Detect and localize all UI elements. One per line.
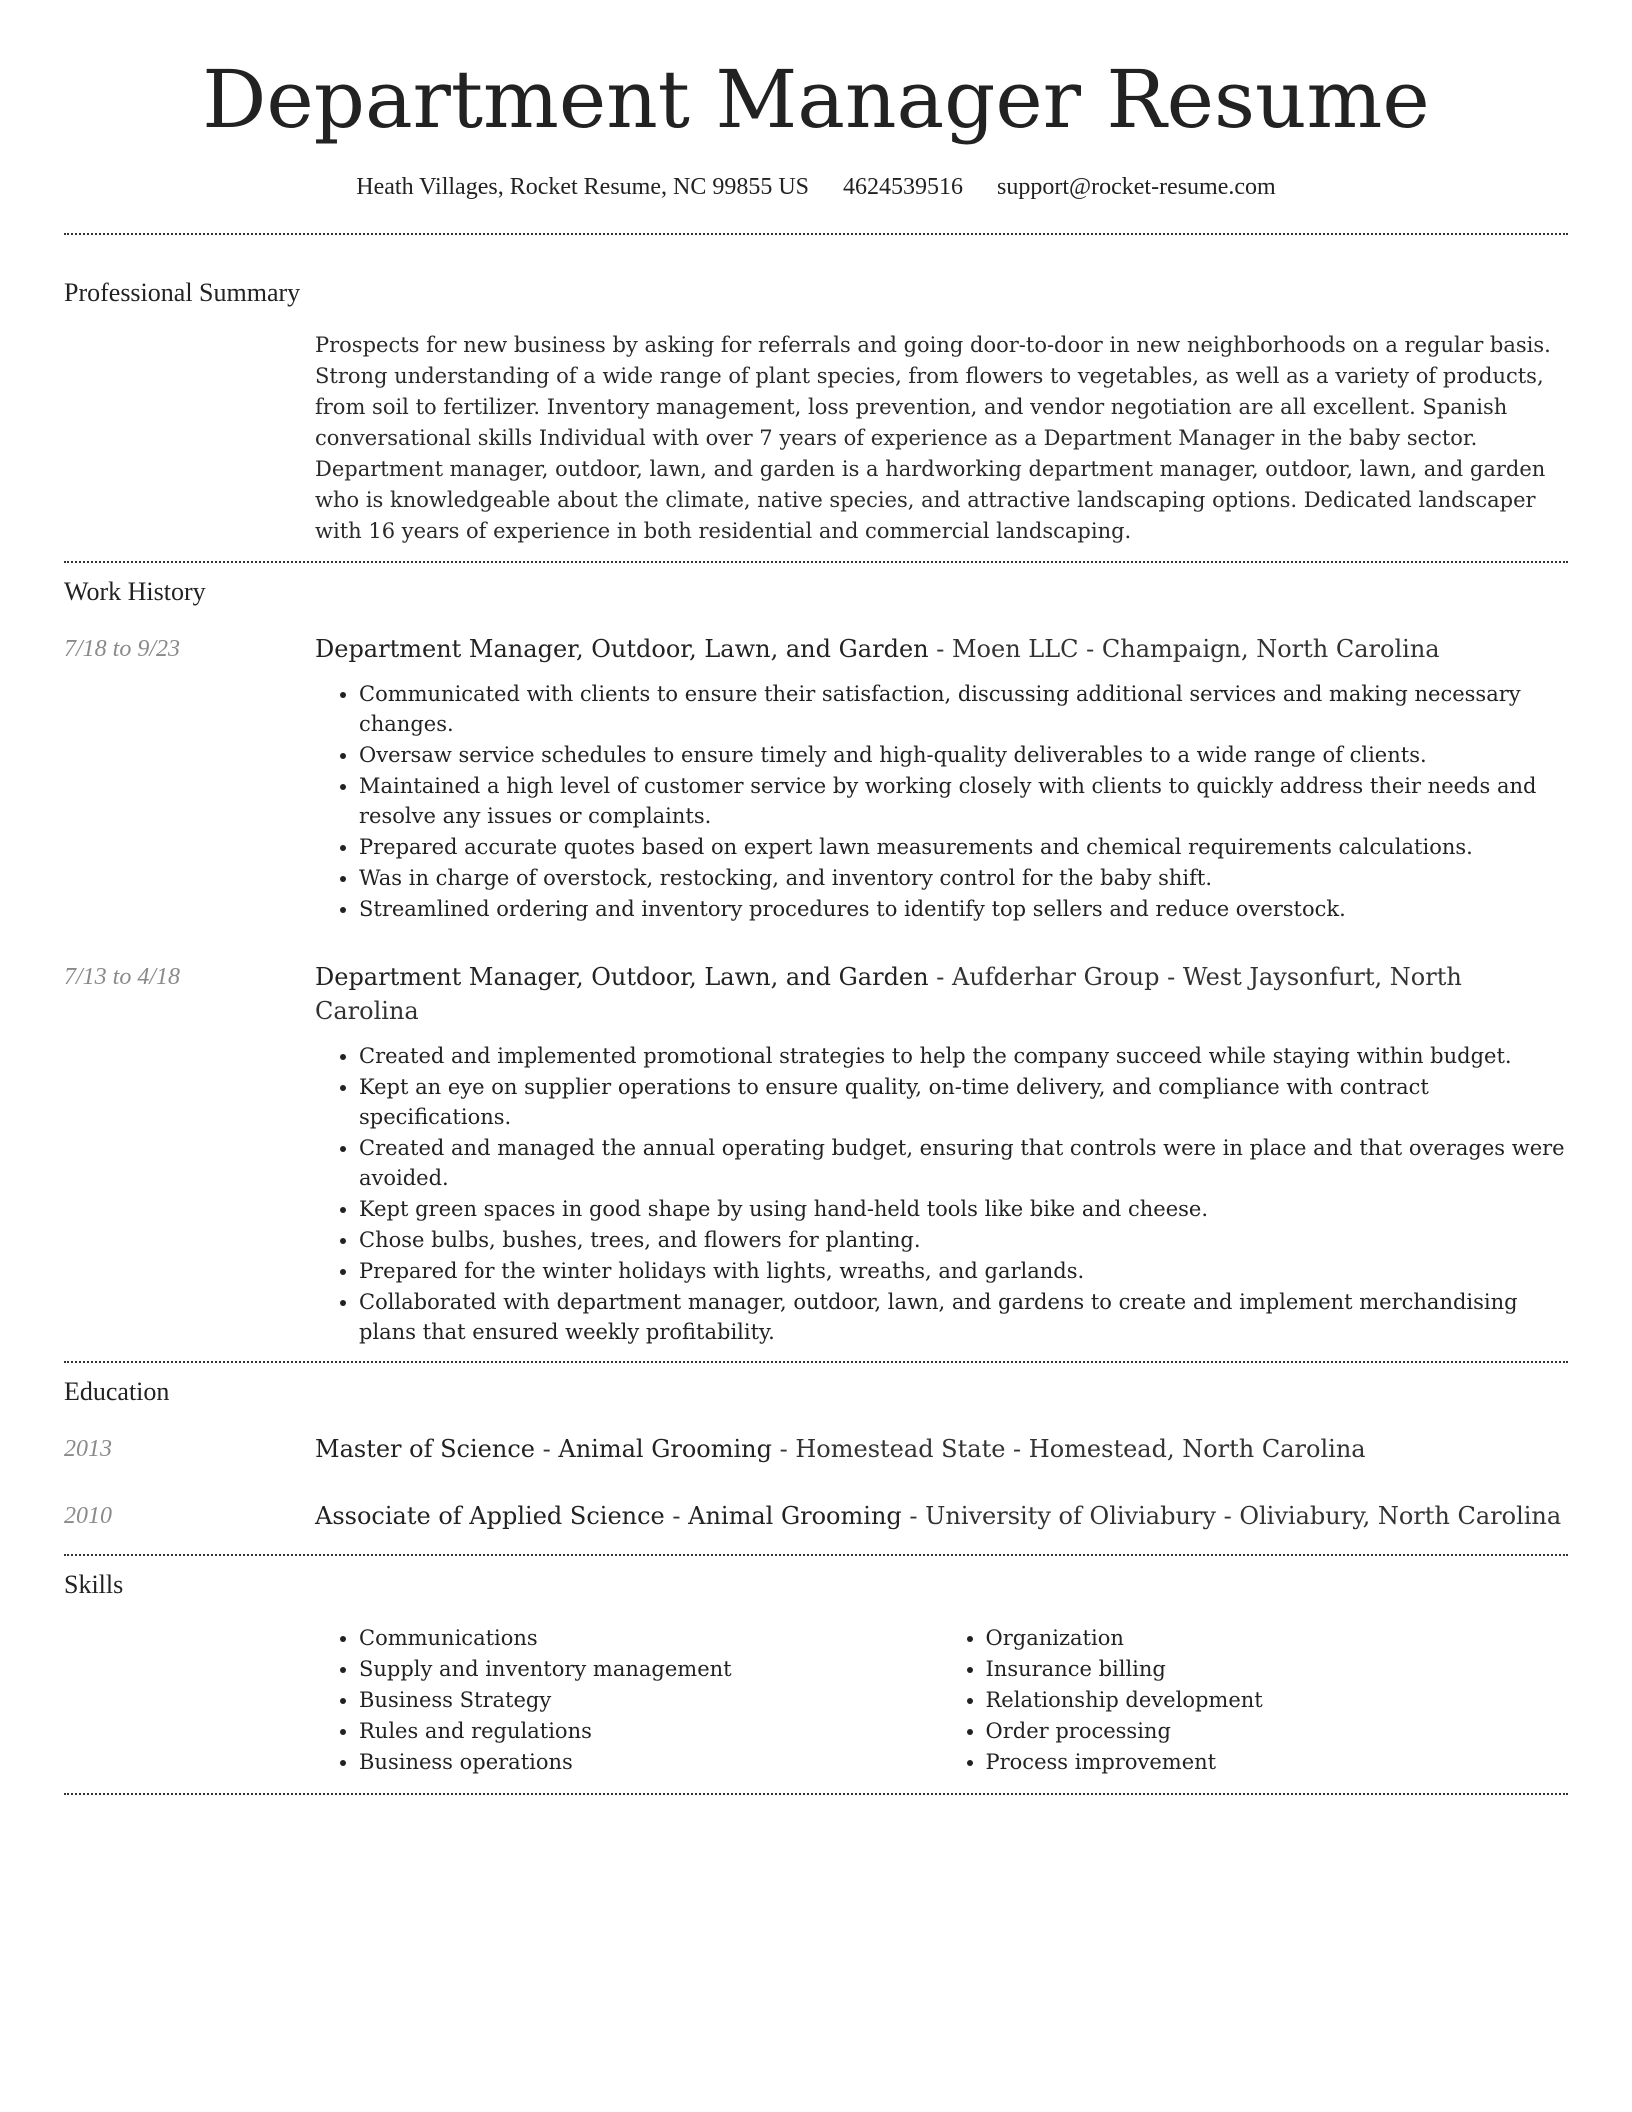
separator: - [1215,1502,1240,1530]
education-section [64,1375,1568,1533]
job-heading [315,632,1568,666]
list-item: • Chose bulbs, bushes, trees, and flowers for planting. [359,1225,1568,1255]
summary-section [64,276,1568,547]
separator: - [928,963,952,991]
list-item: • Process improvement [986,1747,1569,1777]
education-year: 2010 [64,1503,112,1529]
list-item: • Prepared for the winter holidays with lights, wreaths, and garlands. [359,1256,1568,1286]
divider [64,561,1568,563]
contact-phone: 4624539516 [843,174,964,200]
education-school: Homestead State [795,1435,1006,1463]
job-location: West Jaysonfurt, North Carolina [315,963,1462,1025]
list-item: • Communications [359,1623,942,1653]
skills-list-left [315,1623,942,1778]
contact-address: Heath Villages, Rocket Resume, NC 99855 US [356,174,810,200]
list-item: • Created and managed the annual operating budget, ensuring that controls were in place and that overages were avoided. [359,1133,1568,1193]
skills-list-right [942,1623,1569,1778]
list-item: • Rules and regulations [359,1716,942,1746]
education-heading-line [315,1432,1568,1466]
page-title: Department Manager Resume [202,53,1430,146]
list-item: • Collaborated with department manager, outdoor, lawn, and gardens to create and implement merchandising plans that ensured weekly profitability. [359,1287,1568,1347]
divider [64,1793,1568,1795]
education-heading: Education [64,1377,170,1406]
job-title: Department Manager, Outdoor, Lawn, and Garden [315,963,929,991]
list-item: • Prepared accurate quotes based on expert lawn measurements and chemical requirements calculations. [359,832,1568,862]
separator: - [1005,1435,1029,1463]
job-entry [64,960,1568,1347]
list-item: • Was in charge of overstock, restocking, and inventory control for the baby shift. [359,863,1568,893]
education-year: 2013 [64,1436,112,1462]
divider [64,1554,1568,1556]
job-bullets [315,1041,1568,1347]
summary-heading: Professional Summary [64,278,301,307]
list-item: • Oversaw service schedules to ensure timely and high-quality deliverables to a wide range of clients. [359,740,1568,770]
contact-line [64,170,1568,204]
list-item: • Kept an eye on supplier operations to ensure quality, on-time delivery, and compliance with contract specifications. [359,1072,1568,1132]
divider [64,1361,1568,1363]
skills-columns [315,1623,1568,1778]
list-item: • Insurance billing [986,1654,1569,1684]
skills-section [64,1568,1568,1778]
job-dates: 7/18 to 9/23 [64,636,181,662]
job-title: Department Manager, Outdoor, Lawn, and Garden [315,635,929,663]
separator: - [664,1502,689,1530]
list-item: • Kept green spaces in good shape by using hand-held tools like bike and cheese. [359,1194,1568,1224]
contact-email: support@rocket-resume.com [997,174,1276,200]
education-heading-line [315,1499,1568,1533]
job-entry [64,632,1568,924]
list-item: • Order processing [986,1716,1569,1746]
job-heading [315,960,1568,1028]
list-item: • Business Strategy [359,1685,942,1715]
list-item: • Created and implemented promotional strategies to help the company succeed while staying within budget. [359,1041,1568,1071]
separator: - [901,1502,926,1530]
list-item: • Organization [986,1623,1569,1653]
education-location: Homestead, North Carolina [1028,1435,1366,1463]
list-item: • Streamlined ordering and inventory procedures to identify top sellers and reduce overstock. [359,894,1568,924]
work-history-heading: Work History [64,577,206,606]
list-item: • Relationship development [986,1685,1569,1715]
separator: - [928,635,952,663]
job-dates: 7/13 to 4/18 [64,964,181,990]
separator: - [1159,963,1183,991]
job-bullets [315,679,1568,924]
education-entry [64,1499,1568,1533]
list-item: • Communicated with clients to ensure their satisfaction, discussing additional services and making necessary changes. [359,679,1568,739]
separator: - [772,1435,796,1463]
skills-heading: Skills [64,1570,124,1599]
job-location: Champaign, North Carolina [1101,635,1440,663]
resume-page [64,0,1568,1795]
list-item: • Supply and inventory management [359,1654,942,1684]
summary-text: Prospects for new business by asking for referrals and going door-to-door in new neighborhoods on a regular basis. Strong understanding of a wide range of plant species, from flowers to vegetables, as well as a variety of products, from soil to fertilizer. Inventory management, loss prevention, and vendor negotiation are all excellent. Spanish conversational skills Individual with over 7 years of experience as a Department Manager in the baby sector. Department manager, outdoor, lawn, and garden is a hardworking department manager, outdoor, lawn, and garden who is knowledgeable about the climate, native species, and attractive landscaping options. Dedicated landscaper with 16 years of experience in both residential and commercial landscaping. [315,333,1551,543]
education-location: Oliviabury, North Carolina [1239,1502,1562,1530]
education-degree: Master of Science [315,1435,535,1463]
list-item: • Business operations [359,1747,942,1777]
education-degree: Associate of Applied Science [315,1502,665,1530]
work-history-section [64,575,1568,1347]
job-company: Aufderhar Group [951,963,1160,991]
education-field: Animal Grooming [558,1435,772,1463]
divider [64,233,1568,235]
education-entry [64,1432,1568,1466]
education-field: Animal Grooming [688,1502,902,1530]
separator: - [534,1435,559,1463]
education-school: University of Oliviabury [925,1502,1216,1530]
separator: - [1078,635,1102,663]
list-item: • Maintained a high level of customer service by working closely with clients to quickly address their needs and resolve any issues or complaints. [359,771,1568,831]
job-company: Moen LLC [951,635,1079,663]
